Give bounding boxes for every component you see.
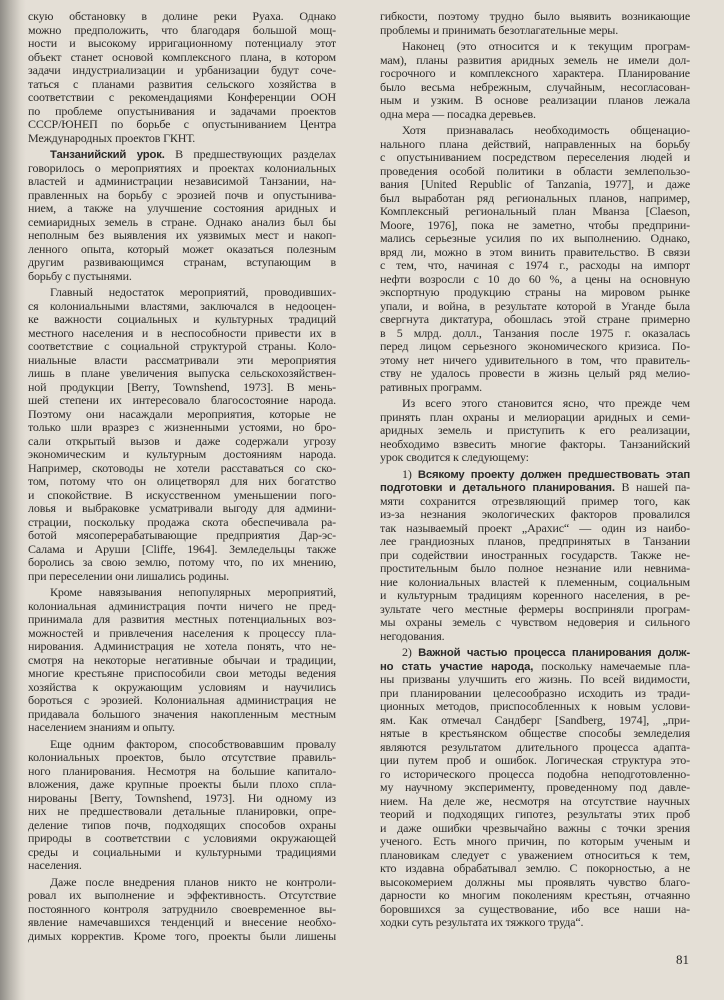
text-line: ленного опыта, который может оказаться полезным <box>28 241 336 256</box>
text-line: ям. Как отмечал Сандберг [Sandberg, 1974], „при- <box>380 712 690 727</box>
text-line: мались серьезные усилия по их выполнению. Однако, <box>380 231 690 245</box>
book-gutter-shadow <box>0 0 26 1000</box>
text-line: колониальная администрация почти ничего не пред- <box>28 598 336 613</box>
bold-heading-text: Танзанийский урок. <box>50 149 165 161</box>
text-line: Moore, 1976], пока не заметно, чтобы предприни- <box>380 217 690 232</box>
text-line: властей и администрации независимой Танзании, на- <box>28 174 336 188</box>
text-segment: В предшествующих разделах <box>164 147 337 161</box>
text-line: в 5 млрд. долл., Танзания после 1975 г. оказалась <box>380 325 690 340</box>
text-line: них не предшествовали детальные планировки, опре- <box>28 804 336 818</box>
text-line: теорий и подходящих гипотез, результаты этих проб <box>380 807 690 821</box>
paragraph <box>28 738 336 873</box>
text-line <box>380 646 690 660</box>
text-line: вания [United Republic of Tanzania, 1977], и даже <box>380 177 690 191</box>
text-line: природы в соответствии с условиями окружающей <box>28 831 336 845</box>
text-line: бороться с эрозией. Колониальная администрация не <box>28 693 336 707</box>
text-line: Комплексный региональный план Мванза [Claeson, <box>380 204 690 218</box>
text-line: ству не удалось провести в жизнь целый ряд мелио- <box>380 366 690 380</box>
text-line: и культурным традициям коренного населения, в ре- <box>380 588 690 602</box>
bold-heading-text: подготовки и детального планирования. <box>380 482 615 494</box>
text-line: Еще одним фактором, способствовавшим провалу <box>50 736 336 751</box>
text-line: говорилось о мероприятиях и проектах колониальных <box>28 160 336 175</box>
text-line: му научному эксперименту, проведенному под давле- <box>380 780 690 794</box>
text-line: можностей и привлечения населения к процессу пла- <box>28 625 336 640</box>
text-line: объект станет основой комплексного плана, в котором <box>28 49 336 64</box>
text-line: семиаридных земель в стране. Однако анализ был бы <box>28 214 336 229</box>
text-line: при содействии иностранных государств. Также не- <box>380 547 690 562</box>
text-line: зультате чего местные фермеры восприняли програм- <box>380 601 690 616</box>
left-column <box>28 10 336 946</box>
text-line: негодования. <box>380 628 445 643</box>
text-line: смотря на некоторые негативные обычаи и традиции, <box>28 652 336 667</box>
text-line: нием. На деле же, несмотря на отсутствие научных <box>380 793 690 808</box>
text-line: населения. <box>28 858 82 872</box>
text-line <box>380 660 690 674</box>
text-line: местного населения и в неспособности привести их в <box>28 325 336 340</box>
text-line: экспортную продукцию страны на мировом рынке <box>380 285 690 299</box>
text-line: принимала для развития местных потенциальных воз- <box>28 612 336 626</box>
text-line: СССР/ЮНЕП по борьбе с опустыниванием Центра <box>28 117 336 131</box>
text-line: так называемый проект „Арахис“ — один из наибо- <box>380 520 690 535</box>
text-line: Салама и Аруши [Cliffe, 1964]. Земледельцы также <box>28 541 336 556</box>
text-line: правленных на борьбу с эрозией почв и опустынива- <box>28 187 336 202</box>
paragraph <box>28 876 336 944</box>
text-line: из-за незнания экологических факторов провалился <box>380 507 690 521</box>
text-line: таться с планами развития сельского хозяйства в <box>28 76 336 91</box>
text-line: вряд ли, можно в этом винить правительство. В связи <box>380 244 690 259</box>
text-line: среды и социальными и культурными традициями <box>28 844 336 859</box>
text-line: боролись за свою землю, потому что, по их мнению, <box>28 555 336 569</box>
text-line <box>28 148 336 162</box>
text-line: проведения особой политики в области землепользо- <box>380 163 690 178</box>
text-line: неполным без выявления их уязвимых мест и накоп- <box>28 228 336 242</box>
text-line: ции путем проб и ошибок. Логическая структура это- <box>380 753 690 767</box>
text-line: ного планирования. Несмотря на большие капитало- <box>28 763 336 778</box>
text-line: свергнута диктатура, обошлась этой стране примерно <box>380 312 690 326</box>
text-line: соответствие с социальной структурой страны. Коло- <box>28 339 336 353</box>
text-line: Из всего этого становится ясно, что прежде чем <box>402 396 690 410</box>
text-line: ся колониальными властями, заключался в недооцен- <box>28 298 336 313</box>
text-line: принять план охраны и мелиорации аридных и семи- <box>380 409 690 424</box>
text-line: ученого. Есть много причин, по которым ученым и <box>380 834 690 848</box>
text-line: соответствии с рекомендациями Конференции ООН <box>28 90 336 104</box>
text-line: являются результатом длительного процесса адапта- <box>380 739 690 754</box>
paragraph <box>380 10 690 37</box>
text-line: Наконец (это относится и к текущим програм- <box>402 39 690 53</box>
text-line: лишь в плане увеличения выпуска сельскохозяйствен- <box>28 366 336 380</box>
text-line: мяти сохранится отрезвляющий пример того, как <box>380 493 690 508</box>
text-line: ности и высокому ирригационному потенциалу этот <box>28 36 336 50</box>
text-line: Главный недостаток мероприятий, проводивших- <box>50 285 336 299</box>
text-line: нального плана действий, направленных на борьбу <box>380 136 690 151</box>
bold-heading-text: Всякому проекту должен предшествовать этап <box>417 468 690 481</box>
text-line: этому нет ничего удивительного в том, что правитель- <box>380 352 690 367</box>
text-line: скую обстановку в долине реки Руаха. Однако <box>28 9 336 23</box>
paragraph <box>28 286 336 583</box>
text-line: нированы [Berry, Townshend, 1973]. Ни одному из <box>28 790 336 805</box>
text-line: Хотя признавалась необходимость общенацио- <box>402 123 690 137</box>
text-line: мам), планы развития аридных земель не имели дол- <box>380 52 690 67</box>
text-line: было весьма небрежным, случайным, несогласован- <box>380 79 690 94</box>
text-segment: В нашей па- <box>614 480 690 494</box>
text-line: Например, скотоводы не хотели расставаться со ско- <box>28 460 336 475</box>
paragraph <box>380 646 690 930</box>
text-line: страции, поскольку продажа скота обеспечивала ра- <box>28 514 336 529</box>
paragraph <box>380 397 690 465</box>
text-line: населением знаниям и опыту. <box>28 720 175 734</box>
text-line: только шли вразрез с жизненными устоями, но бро- <box>28 420 336 434</box>
text-line: димых корректив. Кроме того, проекты были лишены <box>28 928 336 943</box>
text-line: Международных проектов ГКНТ. <box>28 130 196 145</box>
text-line: ке важности социальных и культурных традиций <box>28 312 336 326</box>
text-line: Даже после внедрения планов никто не контроли- <box>50 874 336 889</box>
text-line: при планировании целесообразно исходить из тради- <box>380 685 690 700</box>
text-line: другим развивающимся странам, вступающим в <box>28 255 336 269</box>
right-column <box>380 10 690 933</box>
paragraph <box>28 586 336 735</box>
text-segment: поскольку намечаемые пла- <box>533 658 690 673</box>
text-line: том, потому что он олицетворял для них богатство <box>28 474 336 488</box>
paragraph <box>28 10 336 145</box>
text-line: простительным было полное незнание или невнима- <box>380 561 690 575</box>
text-line: был выработан ряд региональных планов, например, <box>380 190 690 205</box>
text-line: ративных программ. <box>380 379 482 394</box>
text-line: мы охраны земель с чувством недоверия и сильного <box>380 615 690 629</box>
text-line: одна мера — посадка деревьев. <box>380 106 536 121</box>
text-line: с опустыниванием посредством переселения людей и <box>380 150 690 164</box>
text-line: нефти возросли с 10 до 60 %, а цены на основную <box>380 271 690 286</box>
text-line: ным и узким. В основе реализации планов лежала <box>380 93 690 107</box>
text-line: ботой мясоперерабатывающие предприятия Дар-эс- <box>28 528 336 542</box>
text-line: ниальные власти рассматривали эти мероприятия <box>28 352 336 367</box>
text-line: дарности ко многим поколениям крестьян, отчаянно <box>380 888 690 902</box>
text-line: с тем, что, начиная с 1974 г., расходы на импорт <box>380 258 690 272</box>
text-line: многие крестьяне приспособили свои методы ведения <box>28 666 336 680</box>
text-line: постоянного контроля затруднило своевременное вы- <box>28 901 336 916</box>
paragraph <box>380 40 690 121</box>
text-line: и даже ошибки чрезвычайно важны с точки зрения <box>380 820 690 835</box>
text-line: лее грандиозных планов, предпринятых в Танзании <box>380 534 690 548</box>
text-line: сали открытый вызов и даже содержали угрозу <box>28 433 336 448</box>
text-line: ходки суть результата их тяжкого труда“. <box>380 915 584 929</box>
text-line: упали, и война, в результате которой в Уганде была <box>380 298 690 313</box>
text-line: Кроме навязывания непопулярных мероприятий, <box>50 585 336 599</box>
bold-heading-text: Важной частью процесса планирования долж- <box>418 647 690 659</box>
text-line: кто издавна обрабатывал землю. С покорностью, а не <box>380 861 690 875</box>
text-line: аридных земель и приступить к его реализации, <box>380 423 690 437</box>
text-line: высокомерием должны мы проявлять чувство благо- <box>380 874 690 889</box>
text-line: плановикам следует с уважением относиться к тем, <box>380 847 690 862</box>
text-line: по проблеме опустынивания и задачами проектов <box>28 103 336 118</box>
text-line: урок сводится к следующему: <box>380 450 529 464</box>
text-line: борьбу с пустынями. <box>28 268 132 283</box>
text-line: шей степени их интересовало благосостояние народа. <box>28 393 336 407</box>
text-line <box>380 481 690 495</box>
text-line: ционных методов, приспособленных к новым услови- <box>380 699 690 713</box>
text-line: и спокойствие. В искусственном уменьшении пого- <box>28 487 336 502</box>
text-line: деление типов почв, подходящих способов охраны <box>28 817 336 832</box>
text-line: нятые в крестьянском обществе способы земледелия <box>380 726 690 740</box>
text-line: ны призваны улучшить его жизнь. По всей видимости, <box>380 672 690 686</box>
text-line: можно предположить, что благодаря большой мощ- <box>28 22 336 37</box>
text-line: вложения, даже крупные проекты были плохо спла- <box>28 777 336 791</box>
text-line: проблемы и принимать безотлагательные меры. <box>380 22 619 37</box>
text-line: перед лицом серьезного экономического кризиса. По- <box>380 339 690 353</box>
text-line: задачи индустриализации и урбанизации будут соче- <box>28 63 336 77</box>
text-line: экономическим и культурным достояниям народа. <box>28 447 336 461</box>
text-line: ной продукции [Berry, Townshend, 1973]. В мень- <box>28 379 336 394</box>
text-line: Поэтому они насаждали мероприятия, которые не <box>28 406 336 421</box>
paragraph <box>380 468 690 644</box>
text-line: ние колониальных властей к племенным, социальным <box>380 574 690 589</box>
text-line: хозяйства к окружающим условиям и научились <box>28 679 336 694</box>
text-line: необходимо взвесить многие факторы. Танзанийский <box>380 436 690 451</box>
text-line: нием, а также на улучшение состояния аридных и <box>28 201 336 215</box>
page-number: 81 <box>676 952 689 967</box>
text-line: явление намечавшихся тенденций и внесение необхо- <box>28 915 336 929</box>
text-line: госрочного и комплексного характера. Планирование <box>380 66 690 80</box>
text-line: колониальных проектов, было отсутствие правиль- <box>28 750 336 764</box>
text-line: придавала большого значения накопленным местным <box>28 706 336 721</box>
text-line: нирования. Администрация не хотела понять, что не- <box>28 639 336 653</box>
text-line <box>380 468 690 482</box>
paragraph <box>380 124 690 394</box>
text-line: го исторического процесса подобна неподготовленно- <box>380 766 690 781</box>
text-line: гибкости, поэтому трудно было выявить возникающие <box>380 9 690 23</box>
paragraph <box>28 148 336 283</box>
text-segment: 2) <box>402 645 419 659</box>
bold-heading-text: но стать участие народа, <box>380 660 534 673</box>
text-segment: 1) <box>402 466 418 481</box>
text-line: боровшихся за существование, ибо все наши на- <box>380 901 690 916</box>
text-line: ровал их выполнение и эффективность. Отсутствие <box>28 888 336 902</box>
text-line: при переселении они лишались родины. <box>28 568 229 583</box>
text-line: ловья и выбраковке усматривали выгоду для админи- <box>28 501 336 515</box>
